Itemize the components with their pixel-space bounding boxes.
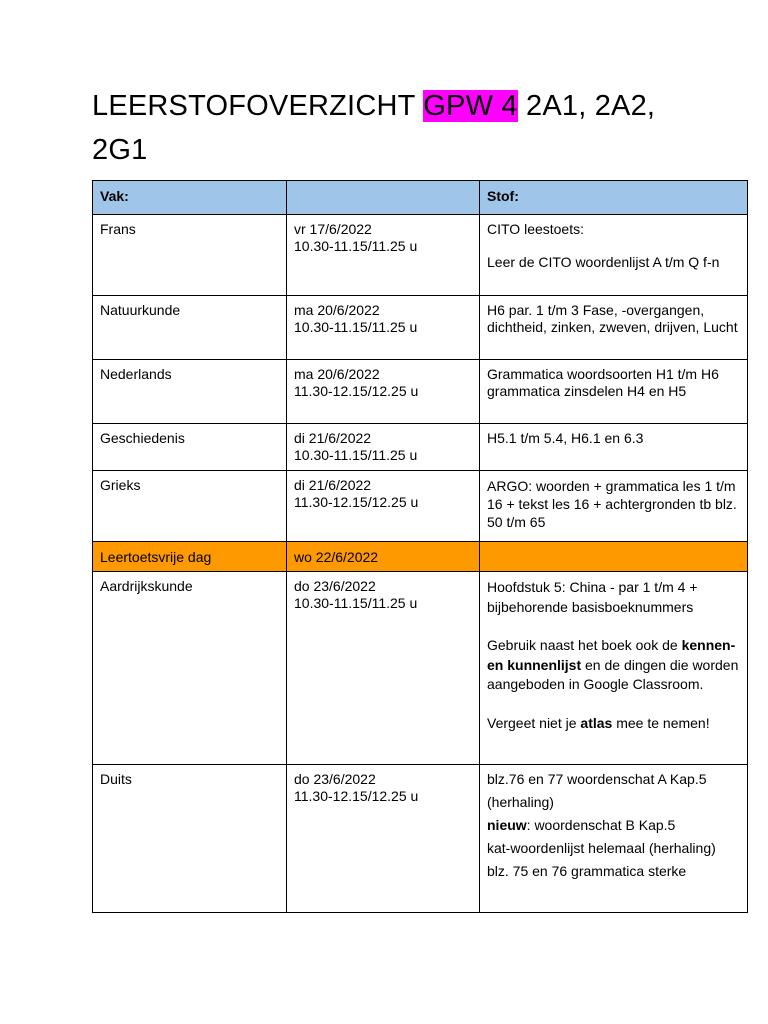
- table-header-row: [93, 181, 748, 215]
- stof-line: blz. 75 en 76 grammatica sterke: [487, 863, 687, 879]
- cell-date: di 21/6/2022: [294, 477, 372, 493]
- stof-line: grammatica zinsdelen H4 en H5: [487, 382, 687, 399]
- stof-text: Gebruik naast het boek ook de: [487, 637, 682, 653]
- cell-date: wo 22/6/2022: [287, 542, 480, 572]
- free-day-row: [93, 542, 748, 572]
- cell-time: 10.30-11.15/11.25 u: [294, 446, 418, 463]
- stof-line: blz.76 en 77 woordenschat A Kap.5 (herhaling): [487, 771, 707, 810]
- cell-time: 10.30-11.15/11.25 u: [294, 594, 418, 611]
- stof-bold: nieuw: [487, 817, 527, 833]
- table-row: [93, 572, 748, 765]
- stof-bold: atlas: [580, 714, 613, 731]
- stof-text: en de dingen die worden aangeboden in Google Classroom.: [487, 656, 739, 692]
- cell-vak: Nederlands: [93, 360, 287, 424]
- cell-time: 10.30-11.15/11.25 u: [294, 318, 418, 335]
- stof-line: kat-woordenlijst helemaal (herhaling): [487, 840, 716, 856]
- cell-stof: [480, 360, 748, 424]
- cell-date: ma 20/6/2022: [294, 302, 380, 318]
- stof-line: H6 par. 1 t/m 3 Fase, -overgangen, dichtheid, zinken, zweven, drijven, Lucht: [487, 302, 738, 335]
- stof-bold: kennen- en kunnenlijst: [487, 637, 736, 673]
- table-row: [93, 424, 748, 471]
- cell-vak: Duits: [93, 765, 287, 913]
- stof-line: Leer de CITO woordenlijst A t/m Q f-n: [487, 253, 720, 270]
- stof-line: [487, 636, 740, 695]
- table-row: [93, 765, 748, 913]
- cell-time: 11.30-12.15/12.25 u: [294, 787, 419, 804]
- table-row: [93, 360, 748, 424]
- stof-line: H5.1 t/m 5.4, H6.1 en 6.3: [487, 430, 644, 446]
- cell-datetime: [287, 360, 480, 424]
- table-row: [93, 296, 748, 360]
- cell-vak: Grieks: [93, 471, 287, 542]
- header-vak: Vak:: [93, 181, 287, 215]
- cell-date: vr 17/6/2022: [294, 221, 372, 237]
- cell-time: 10.30-11.15/11.25 u: [294, 237, 418, 254]
- schedule-table: [92, 180, 748, 913]
- cell-datetime: [287, 424, 480, 471]
- cell-datetime: [287, 215, 480, 296]
- header-stof: Stof:: [480, 181, 748, 215]
- cell-date: do 23/6/2022: [294, 578, 376, 594]
- table-row: [93, 215, 748, 296]
- stof-text: mee te nemen!: [612, 714, 710, 731]
- title-prefix: LEERSTOFOVERZICHT: [92, 90, 424, 122]
- title-suffix: 2A1, 2A2, 2G1: [92, 90, 656, 166]
- stof-line: ARGO: woorden + grammatica les 1 t/m 16 + tekst les 16 + achtergronden tb blz. 50 t/m 65: [487, 478, 737, 530]
- stof-line: Grammatica woordsoorten H1 t/m H6: [487, 366, 719, 382]
- cell-stof: [480, 424, 748, 471]
- cell-time: 11.30-12.15/12.25 u: [294, 382, 419, 399]
- cell-datetime: [287, 765, 480, 913]
- cell-vak: Natuurkunde: [93, 296, 287, 360]
- header-empty: [287, 181, 480, 215]
- cell-datetime: [287, 296, 480, 360]
- stof-line: Hoofdstuk 5: China - par 1 t/m 4 + bijbehorende basisboeknummers: [487, 579, 698, 615]
- title-highlight: GPW 4: [423, 90, 518, 122]
- cell-stof: [480, 215, 748, 296]
- cell-stof: [480, 765, 748, 913]
- cell-vak: Leertoetsvrije dag: [93, 542, 287, 572]
- stof-line: CITO leestoets:: [487, 221, 585, 237]
- stof-text: Vergeet niet je: [487, 714, 581, 731]
- cell-vak: Geschiedenis: [93, 424, 287, 471]
- stof-line: [487, 714, 740, 734]
- cell-stof-empty: [480, 542, 748, 572]
- cell-time: 11.30-12.15/12.25 u: [294, 493, 419, 510]
- cell-datetime: [287, 471, 480, 542]
- page-title: [92, 84, 712, 172]
- stof-line: [487, 814, 740, 837]
- cell-stof: [480, 572, 748, 765]
- cell-date: ma 20/6/2022: [294, 366, 380, 382]
- table-row: [93, 471, 748, 542]
- cell-vak: Frans: [93, 215, 287, 296]
- cell-stof: [480, 296, 748, 360]
- cell-datetime: [287, 572, 480, 765]
- stof-text: : woordenschat B Kap.5: [526, 817, 676, 833]
- cell-stof: [480, 471, 748, 542]
- cell-date: di 21/6/2022: [294, 430, 372, 446]
- cell-date: do 23/6/2022: [294, 771, 376, 787]
- cell-vak: Aardrijkskunde: [93, 572, 287, 765]
